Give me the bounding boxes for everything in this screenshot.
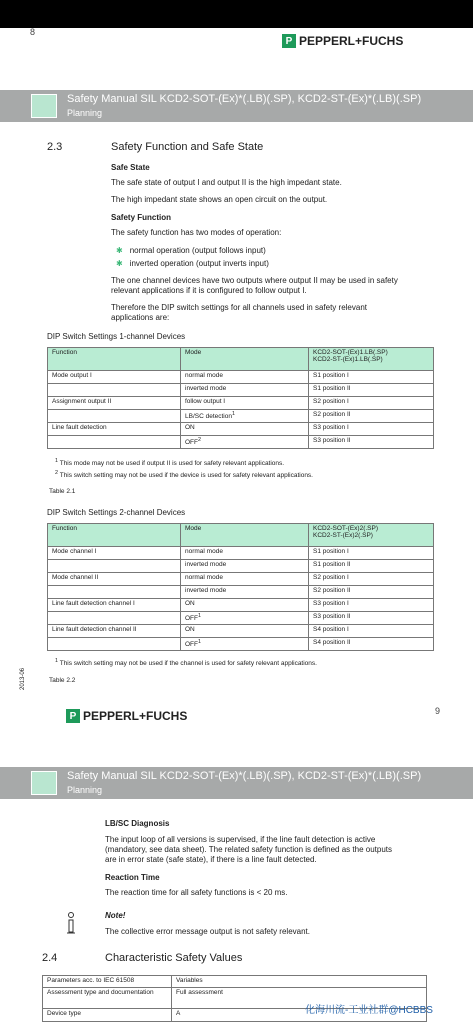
table-cell: LB/SC detection$^1$ (181, 410, 309, 423)
table-cell: Full assessment (172, 988, 427, 1009)
table-cell: OFF$^1$ (181, 638, 309, 651)
dip-paragraph-line-1: Therefore the DIP switch settings for all channels used in safety relevant (111, 303, 367, 312)
page-number-top: 8 (30, 27, 36, 37)
lbsc-paragraph-line-3: are in error state (safe state), if there is a line fault detected. (105, 855, 317, 864)
table-row (48, 625, 434, 638)
table-header-row (43, 976, 427, 988)
page2-header-subtitle: Planning (67, 785, 103, 795)
table-row (48, 586, 434, 599)
top-black-bar (0, 0, 473, 28)
table-cell: S1 position I (309, 547, 434, 560)
table-cell: ON (181, 599, 309, 612)
table-row (48, 384, 434, 397)
table-cell: S3 position I (309, 599, 434, 612)
table-cell: Mode channel II (48, 573, 181, 586)
section-title-2-4: Characteristic Safety Values (105, 952, 243, 964)
reaction-time-heading: Reaction Time (105, 873, 160, 882)
table-cell: Device type (43, 1009, 172, 1022)
table-cell: follow output I (181, 397, 309, 410)
table-row (48, 397, 434, 410)
table2-footnote-1: $^1$ This switch setting may not be used if the channel is used for safety relevant applications. (55, 658, 317, 668)
table-cell: S4 position I (309, 625, 434, 638)
table-cell: OFF$^1$ (181, 612, 309, 625)
page-number: 9 (435, 706, 441, 716)
table-cell: inverted mode (181, 560, 309, 573)
table-header-row (48, 524, 434, 547)
table-cell (48, 560, 181, 573)
table2-caption: Table 2.2 (49, 677, 76, 684)
safety-function-paragraph: The safety function has two modes of operation: (111, 228, 282, 237)
safety-function-heading: Safety Function (111, 213, 172, 222)
lbsc-paragraph-line-1: The input loop of all versions is supervised, if the line fault detection is active (105, 835, 376, 844)
table-cell: OFF$^2$ (181, 436, 309, 449)
dip-switch-table-2-channel (47, 523, 434, 651)
table-row (48, 410, 434, 423)
reaction-time-text: The reaction time for all safety functions is < 20 ms. (105, 888, 288, 897)
table-cell (48, 586, 181, 599)
page1-header-banner (0, 90, 473, 122)
table-header-cell: Function (48, 524, 181, 547)
pf-logo-icon: P (66, 709, 80, 723)
lbsc-heading: LB/SC Diagnosis (105, 819, 170, 828)
table-cell: Line fault detection channel I (48, 599, 181, 612)
table-header-cell: Parameters acc. to IEC 61508 (43, 976, 172, 988)
note-heading: Note! (105, 911, 126, 920)
dip-switch-table-1-channel (47, 347, 434, 449)
table-cell: Mode output I (48, 371, 181, 384)
table-cell (48, 410, 181, 423)
table-header-cell: Function (48, 348, 181, 371)
channels-paragraph-line-2: relevant applications if it is configured to follow output I. (111, 286, 307, 295)
table-header-cell: KCD2-SOT-(Ex)2(.SP) KCD2-ST-(Ex)2(.SP) (309, 524, 434, 547)
table-row (48, 638, 434, 651)
table-cell: ON (181, 423, 309, 436)
table-cell: S2 position I (309, 397, 434, 410)
table-cell: inverted mode (181, 586, 309, 599)
table-cell: S2 position II (309, 586, 434, 599)
section-title-2-3: Safety Function and Safe State (111, 141, 264, 153)
table-row (48, 371, 434, 384)
table-cell: S1 position II (309, 560, 434, 573)
table-cell: S2 position I (309, 573, 434, 586)
table-cell: normal mode (181, 371, 309, 384)
table1-footnote-2: $^2$ This switch setting may not be used if the device is used for safety relevant applications. (55, 470, 313, 480)
table1-title: DIP Switch Settings 1-channel Devices (47, 332, 186, 341)
channels-paragraph-line-1: The one channel devices have two outputs where output II may be used in safety (111, 276, 398, 285)
dip-paragraph-line-2: applications are: (111, 313, 170, 322)
table-row (48, 573, 434, 586)
table-header-cell: Mode (181, 348, 309, 371)
table-header-row (48, 348, 434, 371)
table-cell: S3 position II (309, 612, 434, 625)
table-cell: S3 position II (309, 436, 434, 449)
table-row (48, 599, 434, 612)
side-date: 2013-06 (20, 667, 26, 690)
lbsc-paragraph-line-2: (mandatory, see data sheet). The related safety function is defined as the outputs (105, 845, 392, 854)
table-cell: Assignment output II (48, 397, 181, 410)
pf-logo-icon: P (282, 34, 296, 48)
table-row (48, 560, 434, 573)
banner-square-icon (31, 771, 57, 795)
table-row (48, 547, 434, 560)
bullet-item: ✱ inverted operation (output inverts input) (116, 259, 269, 268)
section-number-2-3: 2.3 (47, 141, 63, 153)
safe-state-heading: Safe State (111, 163, 150, 172)
note-text: The collective error message output is not safety relevant. (105, 927, 310, 936)
table-cell: S2 position II (309, 410, 434, 423)
section-number-2-4: 2.4 (42, 952, 58, 964)
table-header-cell: Variables (172, 976, 427, 988)
table-cell: Line fault detection (48, 423, 181, 436)
table-cell: Line fault detection channel II (48, 625, 181, 638)
table-row (48, 423, 434, 436)
table-cell: Mode channel I (48, 547, 181, 560)
table-cell: S3 position I (309, 423, 434, 436)
table-row (48, 612, 434, 625)
info-note-icon (66, 912, 76, 936)
table-cell: S1 position I (309, 371, 434, 384)
table-cell (48, 436, 181, 449)
table1-footnote-1: $^1$ This mode may not be used if output II is used for safety relevant applications. (55, 458, 285, 468)
page2-header-banner (0, 767, 473, 799)
page1-header-subtitle: Planning (67, 108, 103, 118)
safe-state-paragraph-1: The safe state of output I and output II is the high impedant state. (111, 178, 342, 187)
table-header-cell: KCD2-SOT-(Ex)1.LB(.SP) KCD2-ST-(Ex)1.LB(.SP) (309, 348, 434, 371)
table-cell: normal mode (181, 547, 309, 560)
table-cell (48, 612, 181, 625)
table-cell: inverted mode (181, 384, 309, 397)
bullet-dot-icon: ✱ (116, 259, 123, 268)
bullet-item: ✱ normal operation (output follows input) (116, 246, 266, 255)
bullet-dot-icon: ✱ (116, 246, 123, 255)
table2-title: DIP Switch Settings 2-channel Devices (47, 508, 186, 517)
table-cell: A (172, 1009, 427, 1022)
table-cell: S1 position II (309, 384, 434, 397)
table-cell: S4 position II (309, 638, 434, 651)
banner-square-icon (31, 94, 57, 118)
table-cell: ON (181, 625, 309, 638)
pepperl-fuchs-logo: P PEPPERL+FUCHS (66, 709, 187, 723)
table-row (48, 436, 434, 449)
watermark-text: 化海川流-工业社群@HCBBS (305, 1005, 433, 1016)
safe-state-paragraph-2: The high impedant state shows an open circuit on the output. (111, 195, 328, 204)
page2-header-title: Safety Manual SIL KCD2-SOT-(Ex)*(.LB)(.SP), KCD2-ST-(Ex)*(.LB)(.SP) (67, 770, 422, 782)
page1-header-title: Safety Manual SIL KCD2-SOT-(Ex)*(.LB)(.SP), KCD2-ST-(Ex)*(.LB)(.SP) (67, 93, 422, 105)
table-cell: Assessment type and documentation (43, 988, 172, 1009)
table-header-cell: Mode (181, 524, 309, 547)
table-cell: normal mode (181, 573, 309, 586)
table1-caption: Table 2.1 (49, 488, 76, 495)
table-cell (48, 638, 181, 651)
pepperl-fuchs-logo: P PEPPERL+FUCHS (282, 34, 403, 48)
table-cell (48, 384, 181, 397)
